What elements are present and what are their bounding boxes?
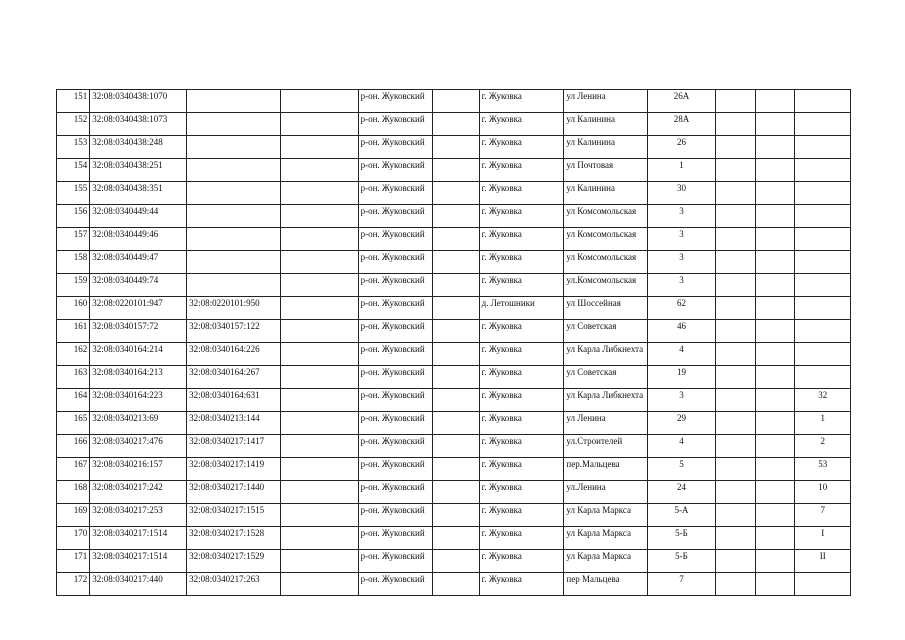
cadastral-number-cell: 32:08:0340157:72: [90, 320, 187, 343]
empty-cell: [280, 205, 358, 228]
apartment-cell: [795, 136, 851, 159]
empty-cell: [280, 412, 358, 435]
district-cell: р-он. Жуковский: [358, 90, 433, 113]
empty-cell: [715, 159, 755, 182]
cadastral-number-2-cell: 32:08:0340217:1419: [187, 458, 281, 481]
district-cell: р-он. Жуковский: [358, 251, 433, 274]
house-number-cell: 26: [648, 136, 716, 159]
empty-cell: [280, 228, 358, 251]
empty-cell: [715, 481, 755, 504]
house-number-cell: 24: [648, 481, 716, 504]
empty-cell: [433, 573, 479, 596]
street-cell: пер.Мальцева: [564, 458, 648, 481]
cadastral-number-2-cell: 32:08:0340217:1440: [187, 481, 281, 504]
street-cell: ул Калинина: [564, 113, 648, 136]
row-number: 170: [57, 527, 90, 550]
apartment-cell: [795, 90, 851, 113]
row-number: 165: [57, 412, 90, 435]
street-cell: ул Карла Либкнехта: [564, 343, 648, 366]
street-cell: ул.Комсомольская: [564, 274, 648, 297]
empty-cell: [433, 182, 479, 205]
street-cell: ул Советская: [564, 366, 648, 389]
locality-cell: д. Летошники: [479, 297, 564, 320]
cadastral-number-2-cell: 32:08:0340217:1528: [187, 527, 281, 550]
row-number: 169: [57, 504, 90, 527]
district-cell: р-он. Жуковский: [358, 113, 433, 136]
house-number-cell: 3: [648, 228, 716, 251]
cadastral-number-cell: 32:08:0340164:223: [90, 389, 187, 412]
cadastral-number-cell: 32:08:0340216:157: [90, 458, 187, 481]
locality-cell: г. Жуковка: [479, 366, 564, 389]
cadastral-number-2-cell: 32:08:0220101:950: [187, 297, 281, 320]
house-number-cell: 62: [648, 297, 716, 320]
apartment-cell: [795, 228, 851, 251]
empty-cell: [433, 504, 479, 527]
cadastral-number-cell: 32:08:0340213:69: [90, 412, 187, 435]
locality-cell: г. Жуковка: [479, 343, 564, 366]
locality-cell: г. Жуковка: [479, 573, 564, 596]
locality-cell: г. Жуковка: [479, 389, 564, 412]
empty-cell: [715, 550, 755, 573]
house-number-cell: 5-Б: [648, 550, 716, 573]
table-row: [57, 182, 851, 205]
street-cell: ул Шоссейная: [564, 297, 648, 320]
district-cell: р-он. Жуковский: [358, 274, 433, 297]
table-row: [57, 527, 851, 550]
cadastral-number-cell: 32:08:0340217:253: [90, 504, 187, 527]
cadastral-number-2-cell: 32:08:0340217:1417: [187, 435, 281, 458]
cadastral-number-2-cell: 32:08:0340164:631: [187, 389, 281, 412]
cadastral-number-cell: 32:08:0340438:251: [90, 159, 187, 182]
table-row: [57, 481, 851, 504]
empty-cell: [756, 458, 795, 481]
empty-cell: [433, 389, 479, 412]
cadastral-number-2-cell: [187, 205, 281, 228]
district-cell: р-он. Жуковский: [358, 205, 433, 228]
empty-cell: [433, 251, 479, 274]
cadastral-number-2-cell: 32:08:0340164:267: [187, 366, 281, 389]
table-row: [57, 136, 851, 159]
street-cell: ул Карла Маркса: [564, 527, 648, 550]
locality-cell: г. Жуковка: [479, 504, 564, 527]
empty-cell: [756, 274, 795, 297]
cadastral-number-cell: 32:08:0340449:47: [90, 251, 187, 274]
apartment-cell: 1: [795, 412, 851, 435]
table-row: [57, 412, 851, 435]
table-row: [57, 320, 851, 343]
street-cell: ул Советская: [564, 320, 648, 343]
locality-cell: г. Жуковка: [479, 136, 564, 159]
row-number: 157: [57, 228, 90, 251]
empty-cell: [715, 228, 755, 251]
locality-cell: г. Жуковка: [479, 412, 564, 435]
district-cell: р-он. Жуковский: [358, 458, 433, 481]
row-number: 166: [57, 435, 90, 458]
empty-cell: [433, 136, 479, 159]
cadastral-number-cell: 32:08:0340438:1073: [90, 113, 187, 136]
empty-cell: [433, 159, 479, 182]
row-number: 152: [57, 113, 90, 136]
house-number-cell: 26А: [648, 90, 716, 113]
empty-cell: [756, 90, 795, 113]
empty-cell: [433, 205, 479, 228]
table-row: [57, 458, 851, 481]
district-cell: р-он. Жуковский: [358, 412, 433, 435]
apartment-cell: [795, 343, 851, 366]
house-number-cell: 28А: [648, 113, 716, 136]
empty-cell: [280, 297, 358, 320]
empty-cell: [433, 228, 479, 251]
table-row: [57, 205, 851, 228]
apartment-cell: [795, 274, 851, 297]
cadastral-number-cell: 32:08:0340438:248: [90, 136, 187, 159]
table-row: [57, 435, 851, 458]
cadastral-number-cell: 32:08:0340217:476: [90, 435, 187, 458]
cadastral-number-2-cell: [187, 182, 281, 205]
street-cell: ул Комсомольская: [564, 228, 648, 251]
table-body: [57, 90, 851, 596]
locality-cell: г. Жуковка: [479, 320, 564, 343]
empty-cell: [433, 366, 479, 389]
district-cell: р-он. Жуковский: [358, 573, 433, 596]
row-number: 155: [57, 182, 90, 205]
cadastral-number-2-cell: 32:08:0340157:122: [187, 320, 281, 343]
empty-cell: [715, 320, 755, 343]
empty-cell: [280, 113, 358, 136]
empty-cell: [433, 550, 479, 573]
street-cell: ул Калинина: [564, 136, 648, 159]
district-cell: р-он. Жуковский: [358, 159, 433, 182]
district-cell: р-он. Жуковский: [358, 297, 433, 320]
street-cell: ул Карла Маркса: [564, 504, 648, 527]
empty-cell: [756, 504, 795, 527]
table-row: [57, 113, 851, 136]
empty-cell: [756, 389, 795, 412]
house-number-cell: 19: [648, 366, 716, 389]
apartment-cell: [795, 205, 851, 228]
empty-cell: [280, 274, 358, 297]
table-row: [57, 274, 851, 297]
row-number: 158: [57, 251, 90, 274]
empty-cell: [756, 412, 795, 435]
locality-cell: г. Жуковка: [479, 90, 564, 113]
locality-cell: г. Жуковка: [479, 527, 564, 550]
empty-cell: [715, 412, 755, 435]
table-row: [57, 343, 851, 366]
empty-cell: [715, 389, 755, 412]
empty-cell: [280, 389, 358, 412]
house-number-cell: 3: [648, 274, 716, 297]
street-cell: ул Ленина: [564, 412, 648, 435]
apartment-cell: [795, 159, 851, 182]
cadastral-number-2-cell: [187, 113, 281, 136]
empty-cell: [715, 113, 755, 136]
row-number: 172: [57, 573, 90, 596]
locality-cell: г. Жуковка: [479, 205, 564, 228]
row-number: 167: [57, 458, 90, 481]
empty-cell: [280, 159, 358, 182]
empty-cell: [756, 573, 795, 596]
empty-cell: [433, 343, 479, 366]
house-number-cell: 7: [648, 573, 716, 596]
row-number: 151: [57, 90, 90, 113]
empty-cell: [715, 90, 755, 113]
district-cell: р-он. Жуковский: [358, 228, 433, 251]
street-cell: ул Почтовая: [564, 159, 648, 182]
locality-cell: г. Жуковка: [479, 159, 564, 182]
empty-cell: [715, 435, 755, 458]
locality-cell: г. Жуковка: [479, 274, 564, 297]
empty-cell: [715, 343, 755, 366]
cadastral-number-2-cell: [187, 228, 281, 251]
empty-cell: [756, 435, 795, 458]
district-cell: р-он. Жуковский: [358, 435, 433, 458]
house-number-cell: 5: [648, 458, 716, 481]
empty-cell: [715, 251, 755, 274]
empty-cell: [715, 366, 755, 389]
house-number-cell: 5-Б: [648, 527, 716, 550]
empty-cell: [715, 573, 755, 596]
empty-cell: [433, 481, 479, 504]
empty-cell: [715, 182, 755, 205]
empty-cell: [433, 527, 479, 550]
house-number-cell: 3: [648, 205, 716, 228]
empty-cell: [715, 504, 755, 527]
street-cell: ул Калинина: [564, 182, 648, 205]
apartment-cell: II: [795, 550, 851, 573]
empty-cell: [280, 320, 358, 343]
locality-cell: г. Жуковка: [479, 182, 564, 205]
row-number: 171: [57, 550, 90, 573]
cadastral-number-cell: 32:08:0220101:947: [90, 297, 187, 320]
locality-cell: г. Жуковка: [479, 251, 564, 274]
house-number-cell: 3: [648, 389, 716, 412]
empty-cell: [280, 182, 358, 205]
empty-cell: [280, 458, 358, 481]
cadastral-number-2-cell: 32:08:0340217:263: [187, 573, 281, 596]
cadastral-number-2-cell: 32:08:0340213:144: [187, 412, 281, 435]
empty-cell: [756, 343, 795, 366]
table-row: [57, 504, 851, 527]
street-cell: ул Комсомольская: [564, 205, 648, 228]
house-number-cell: 29: [648, 412, 716, 435]
cadastral-number-2-cell: [187, 274, 281, 297]
empty-cell: [756, 205, 795, 228]
house-number-cell: 5-А: [648, 504, 716, 527]
empty-cell: [433, 90, 479, 113]
table-row: [57, 90, 851, 113]
empty-cell: [715, 458, 755, 481]
locality-cell: г. Жуковка: [479, 113, 564, 136]
cadastral-number-cell: 32:08:0340438:351: [90, 182, 187, 205]
empty-cell: [715, 136, 755, 159]
empty-cell: [433, 113, 479, 136]
apartment-cell: [795, 320, 851, 343]
empty-cell: [715, 297, 755, 320]
district-cell: р-он. Жуковский: [358, 136, 433, 159]
empty-cell: [756, 136, 795, 159]
house-number-cell: 46: [648, 320, 716, 343]
cadastral-number-2-cell: [187, 136, 281, 159]
locality-cell: г. Жуковка: [479, 228, 564, 251]
table-row: [57, 550, 851, 573]
empty-cell: [433, 320, 479, 343]
cadastral-number-cell: 32:08:0340449:46: [90, 228, 187, 251]
row-number: 164: [57, 389, 90, 412]
district-cell: р-он. Жуковский: [358, 389, 433, 412]
empty-cell: [756, 366, 795, 389]
empty-cell: [433, 297, 479, 320]
district-cell: р-он. Жуковский: [358, 504, 433, 527]
empty-cell: [280, 481, 358, 504]
district-cell: р-он. Жуковский: [358, 320, 433, 343]
apartment-cell: [795, 366, 851, 389]
empty-cell: [280, 527, 358, 550]
cadastral-number-cell: 32:08:0340217:1514: [90, 527, 187, 550]
street-cell: ул Ленина: [564, 90, 648, 113]
apartment-cell: [795, 113, 851, 136]
empty-cell: [715, 205, 755, 228]
house-number-cell: 4: [648, 435, 716, 458]
cadastral-number-cell: 32:08:0340217:1514: [90, 550, 187, 573]
cadastral-number-2-cell: [187, 159, 281, 182]
row-number: 153: [57, 136, 90, 159]
house-number-cell: 3: [648, 251, 716, 274]
street-cell: ул.Строителей: [564, 435, 648, 458]
empty-cell: [433, 435, 479, 458]
district-cell: р-он. Жуковский: [358, 182, 433, 205]
empty-cell: [280, 366, 358, 389]
empty-cell: [756, 550, 795, 573]
empty-cell: [756, 251, 795, 274]
empty-cell: [756, 159, 795, 182]
cadastral-number-cell: 32:08:0340164:213: [90, 366, 187, 389]
empty-cell: [756, 481, 795, 504]
row-number: 156: [57, 205, 90, 228]
row-number: 159: [57, 274, 90, 297]
district-cell: р-он. Жуковский: [358, 550, 433, 573]
empty-cell: [280, 573, 358, 596]
empty-cell: [756, 320, 795, 343]
table-row: [57, 251, 851, 274]
row-number: 161: [57, 320, 90, 343]
table-row: [57, 573, 851, 596]
empty-cell: [280, 550, 358, 573]
house-number-cell: 1: [648, 159, 716, 182]
table-row: [57, 389, 851, 412]
street-cell: ул Карла Либкнехта: [564, 389, 648, 412]
table-row: [57, 159, 851, 182]
street-cell: ул Комсомольская: [564, 251, 648, 274]
apartment-cell: 2: [795, 435, 851, 458]
empty-cell: [756, 228, 795, 251]
empty-cell: [280, 504, 358, 527]
empty-cell: [756, 527, 795, 550]
table-row: [57, 228, 851, 251]
cadastral-number-cell: 32:08:0340438:1070: [90, 90, 187, 113]
apartment-cell: 7: [795, 504, 851, 527]
empty-cell: [715, 527, 755, 550]
district-cell: р-он. Жуковский: [358, 343, 433, 366]
empty-cell: [756, 113, 795, 136]
apartment-cell: 10: [795, 481, 851, 504]
cadastral-number-2-cell: [187, 251, 281, 274]
street-cell: ул.Ленина: [564, 481, 648, 504]
district-cell: р-он. Жуковский: [358, 481, 433, 504]
apartment-cell: 32: [795, 389, 851, 412]
cadastral-number-2-cell: 32:08:0340164:226: [187, 343, 281, 366]
row-number: 162: [57, 343, 90, 366]
row-number: 154: [57, 159, 90, 182]
locality-cell: г. Жуковка: [479, 550, 564, 573]
locality-cell: г. Жуковка: [479, 458, 564, 481]
empty-cell: [433, 412, 479, 435]
locality-cell: г. Жуковка: [479, 481, 564, 504]
cadastral-number-cell: 32:08:0340217:440: [90, 573, 187, 596]
empty-cell: [433, 458, 479, 481]
cadastral-number-cell: 32:08:0340217:242: [90, 481, 187, 504]
locality-cell: г. Жуковка: [479, 435, 564, 458]
empty-cell: [433, 274, 479, 297]
apartment-cell: [795, 251, 851, 274]
apartment-cell: [795, 297, 851, 320]
empty-cell: [280, 136, 358, 159]
empty-cell: [280, 90, 358, 113]
cadastral-number-2-cell: 32:08:0340217:1515: [187, 504, 281, 527]
row-number: 168: [57, 481, 90, 504]
cadastral-number-cell: 32:08:0340449:74: [90, 274, 187, 297]
district-cell: р-он. Жуковский: [358, 527, 433, 550]
cadastral-number-cell: 32:08:0340449:44: [90, 205, 187, 228]
cadastral-number-2-cell: [187, 90, 281, 113]
table-row: [57, 366, 851, 389]
street-cell: пер Мальцева: [564, 573, 648, 596]
street-cell: ул Карла Маркса: [564, 550, 648, 573]
registry-table: [56, 89, 851, 596]
empty-cell: [280, 343, 358, 366]
house-number-cell: 30: [648, 182, 716, 205]
apartment-cell: [795, 182, 851, 205]
empty-cell: [280, 435, 358, 458]
house-number-cell: 4: [648, 343, 716, 366]
empty-cell: [756, 182, 795, 205]
empty-cell: [715, 274, 755, 297]
apartment-cell: [795, 573, 851, 596]
empty-cell: [756, 297, 795, 320]
district-cell: р-он. Жуковский: [358, 366, 433, 389]
row-number: 160: [57, 297, 90, 320]
empty-cell: [280, 251, 358, 274]
cadastral-number-2-cell: 32:08:0340217:1529: [187, 550, 281, 573]
cadastral-number-cell: 32:08:0340164:214: [90, 343, 187, 366]
apartment-cell: 53: [795, 458, 851, 481]
row-number: 163: [57, 366, 90, 389]
apartment-cell: I: [795, 527, 851, 550]
table-row: [57, 297, 851, 320]
